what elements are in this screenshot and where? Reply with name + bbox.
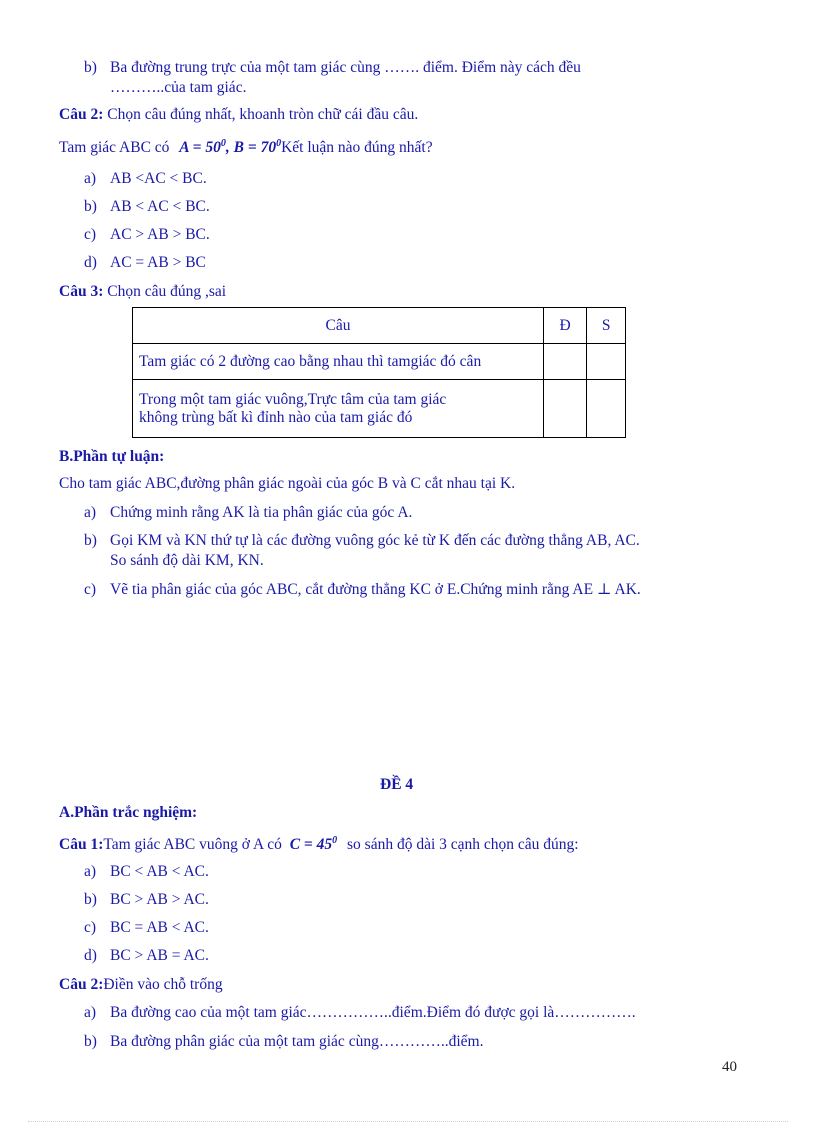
option-d (84, 947, 209, 965)
option-text: BC < AB < AC. (110, 863, 209, 880)
part-b-title: B.Phần tự luận: (59, 448, 165, 465)
true-false-table (132, 307, 626, 438)
question-text: Điền vào chỗ trống (103, 976, 223, 993)
item-text: Chứng minh rằng AK là tia phân giác của góc A. (110, 504, 413, 521)
footer-divider (28, 1121, 788, 1122)
option-label: b) (84, 198, 97, 215)
item-text: Ba đường cao của một tam giác……………..điểm.Điểm đó được gọi là……………. (110, 1004, 636, 1021)
item-label: b) (84, 532, 97, 549)
option-text: AB <AC < BC. (110, 170, 207, 187)
question-label: Câu 1: (59, 836, 104, 853)
header-cau: Câu (133, 308, 544, 344)
table-row (133, 344, 626, 380)
table-row (133, 380, 626, 438)
item-label: b) (84, 59, 97, 76)
essay-intro: Cho tam giác ABC,đường phân giác ngoài của góc B và C cắt nhau tại K. (59, 475, 516, 492)
option-label: d) (84, 254, 97, 271)
triangle-question (59, 138, 433, 157)
item-text: Ba đường phân giác của một tam giác cùng…………..điểm. (110, 1033, 484, 1050)
item-b-continuation: ………..của tam giác. (110, 79, 247, 96)
item-text: Vẽ tia phân giác của góc ABC, cắt đường thẳng KC ở E.Chứng minh rằng AE ⊥ AK. (110, 581, 641, 598)
question-label: Câu 2: (59, 976, 104, 993)
option-c (84, 919, 209, 937)
item-label: a) (84, 1004, 97, 1021)
angle-letter: C (289, 836, 301, 853)
angle-value: 70 (260, 139, 277, 156)
angle-c-formula: $C = 45^0$ (289, 835, 338, 853)
option-text: BC > AB > AC. (110, 891, 209, 908)
item-b-trung-truc (84, 59, 581, 77)
question-text: Chọn câu đúng nhất, khoanh tròn chữ cái đầu câu. (107, 106, 419, 123)
option-c (84, 226, 210, 244)
question-suffix: so sánh độ dài 3 cạnh chọn câu đúng: (347, 836, 579, 853)
essay-item-a (84, 504, 412, 522)
question-label: Câu 3: (59, 283, 104, 300)
option-text: BC = AB < AC. (110, 919, 209, 936)
fill-item-b (84, 1033, 483, 1051)
exam-title: ĐỀ 4 (380, 776, 414, 793)
question-1 (59, 835, 579, 854)
question-3-heading (59, 283, 226, 301)
answer-cell-sai (587, 380, 626, 438)
option-text: AB < AC < BC. (110, 198, 210, 215)
option-text: BC > AB = AC. (110, 947, 209, 964)
statement-cell (133, 380, 544, 438)
option-b (84, 198, 210, 216)
essay-item-b-continuation: So sánh độ dài KM, KN. (110, 552, 264, 569)
table-header-row (133, 308, 626, 344)
angle-value: 45 (316, 836, 333, 853)
statement-cell: Tam giác có 2 đường cao bằng nhau thì tamgiác đó cân (133, 344, 544, 380)
question-prefix: Tam giác ABC vuông ở A có (103, 836, 282, 853)
question-suffix: Kết luận nào đúng nhất? (281, 139, 433, 156)
question-text: Chọn câu đúng ,sai (107, 283, 227, 300)
option-text: AC > AB > BC. (110, 226, 210, 243)
option-label: b) (84, 891, 97, 908)
degree-symbol: 0 (220, 138, 226, 149)
angle-a-formula: $A = 50^0$, $B = 70^0$ (179, 138, 282, 156)
page-number: 40 (722, 1059, 737, 1075)
item-label: b) (84, 1033, 97, 1050)
statement-line: Trong một tam giác vuông,Trực tâm của tam giác (139, 390, 447, 408)
question-label: Câu 2: (59, 106, 104, 123)
angle-value: 50 (205, 139, 221, 156)
option-label: a) (84, 863, 97, 880)
essay-item-b (84, 532, 640, 550)
question-prefix: Tam giác ABC có (59, 139, 170, 156)
header-dung: Đ (544, 308, 587, 344)
option-a (84, 170, 207, 188)
item-label: c) (84, 581, 97, 598)
item-text: Gọi KM và KN thứ tự là các đường vuông góc kẻ từ K đến các đường thẳng AB, AC. (110, 532, 640, 549)
question-2-heading (59, 106, 418, 124)
degree-symbol: 0 (332, 835, 338, 846)
option-d (84, 254, 206, 272)
option-label: c) (84, 919, 97, 936)
fill-item-a (84, 1004, 636, 1022)
option-label: c) (84, 226, 97, 243)
answer-cell-sai (587, 344, 626, 380)
item-text: Ba đường trung trực của một tam giác cùng ……. điểm. Điểm này cách đều (110, 59, 581, 76)
option-label: a) (84, 170, 97, 187)
angle-letter: B (233, 139, 244, 156)
question-2-fill (59, 976, 223, 994)
angle-letter: A (179, 139, 189, 156)
answer-cell-dung (544, 344, 587, 380)
option-b (84, 891, 209, 909)
item-label: a) (84, 504, 97, 521)
answer-cell-dung (544, 380, 587, 438)
essay-item-c (84, 580, 641, 599)
part-a-title: A.Phần trắc nghiệm: (59, 804, 198, 821)
option-text: AC = AB > BC (110, 254, 206, 271)
statement-line: không trùng bất kì đỉnh nào của tam giác đó (139, 408, 413, 426)
option-a (84, 863, 209, 881)
header-sai: S (587, 308, 626, 344)
option-label: d) (84, 947, 97, 964)
degree-symbol: 0 (276, 138, 282, 149)
